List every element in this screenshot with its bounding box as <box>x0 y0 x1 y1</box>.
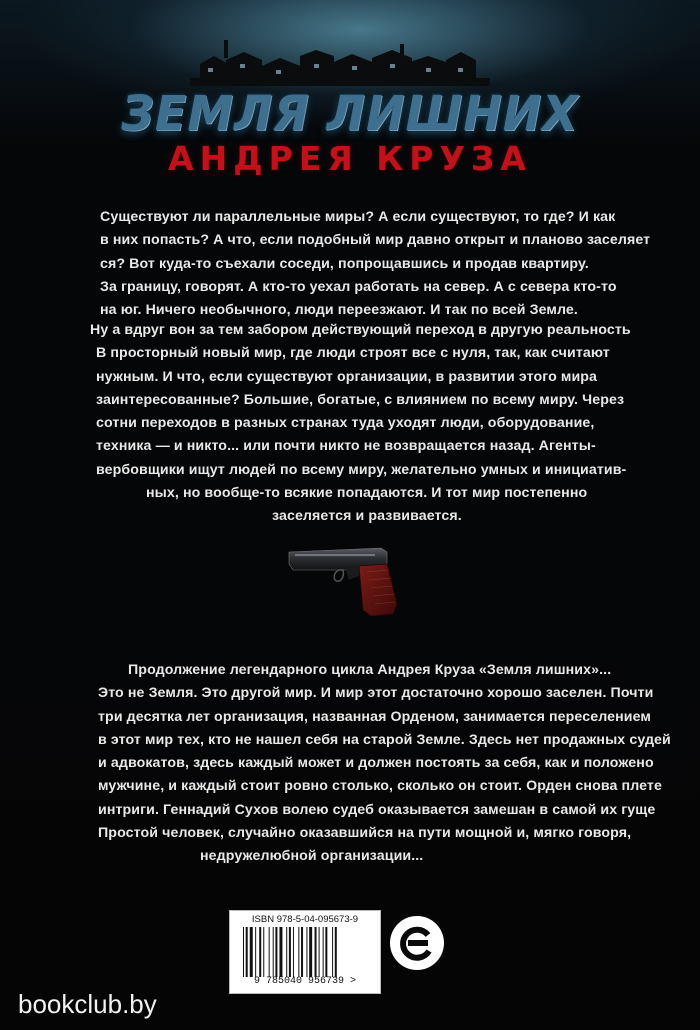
blurb-line: ных, но вообще-то всякие попадаются. И тот мир постепенно <box>146 485 588 502</box>
barcode-bars <box>243 927 367 981</box>
blurb-line: заселяется и развивается. <box>272 508 462 525</box>
blurb-line: заинтересованные? Большие, богатые, с влиянием по всему миру. Через <box>96 391 625 408</box>
barcode <box>229 910 381 994</box>
blurb-line: и адвокатов, здесь каждый может и должен постоять за себя, как и положено <box>98 755 654 772</box>
publisher-logo <box>388 914 446 972</box>
blurb-line: В просторный новый мир, где люди строят все с нуля, так, как считают <box>96 345 610 362</box>
isbn-label: ISBN 978-5-04-095673-9 <box>251 914 359 925</box>
blurb-line: сотни переходов в разных странах туда уходят люди, оборудование, <box>96 415 595 432</box>
blurb-line: три десятка лет организация, названная Орденом, занимается переселением <box>98 708 652 725</box>
blurb-line: Существуют ли параллельные миры? А если существуют, то где? И как <box>100 209 616 225</box>
blurb-line: ся? Вот куда-то съехали соседи, попрощавшись и продав квартиру. <box>100 255 589 272</box>
blurb-line: Продолжение легендарного цикла Андрея Круза «Земля лишних»... <box>128 662 612 678</box>
barcode-digits: 9 785040 956739 > <box>253 976 357 987</box>
blurb-line: За границу, говорят. А кто-то уехал работать на север. А с севера кто-то <box>100 278 617 295</box>
pistol-illustration <box>283 540 408 620</box>
author-title: АНДРЕЯ КРУЗА <box>168 139 532 178</box>
blurb-line: техника — и никто... или почти никто не возвращается назад. Агенты- <box>96 438 596 455</box>
series-title: ЗЕМЛЯ ЛИШНИХ <box>121 84 579 142</box>
blurb-line: нужным. И что, если существуют организации, в развитии этого мира <box>96 368 598 385</box>
blurb-paragraph-1 <box>100 206 650 322</box>
blurb-line: на юг. Ничего необычного, люди переезжают. И так по всей Земле. <box>100 302 578 319</box>
blurb-line: в них попасть? А что, если подобный мир давно открыт и планово заселяет <box>100 232 651 249</box>
blurb-line: вербовщики ищут людей по всему миру, желательно умных и инициатив- <box>96 461 627 478</box>
blurb-line: интриги. Геннадий Сухов волею судеб оказывается замешан в самой их гуще <box>98 801 656 818</box>
blurb-line: недружелюбной организации... <box>200 848 424 865</box>
blurb-line: Ну а вдруг вон за тем забором действующий переход в другую реальность <box>90 322 631 338</box>
blurb-line: в этот мир тех, кто не нашел себя на старой Земле. Здесь нет продажных судей <box>98 731 671 748</box>
site-url: bookclub.by <box>18 989 157 1019</box>
blurb-line: Простой человек, случайно оказавшийся на пути мощной и, мягко говоря, <box>98 825 632 842</box>
blurb-paragraph-3 <box>90 659 671 869</box>
blurb-paragraph-2 <box>90 319 631 529</box>
blurb-line: мужчине, и каждый стоит ровно столько, сколько он стоит. Орден снова плете <box>98 778 662 795</box>
blurb-line: Это не Земля. Это другой мир. И мир этот достаточно хорошо заселен. Почти <box>98 685 654 702</box>
